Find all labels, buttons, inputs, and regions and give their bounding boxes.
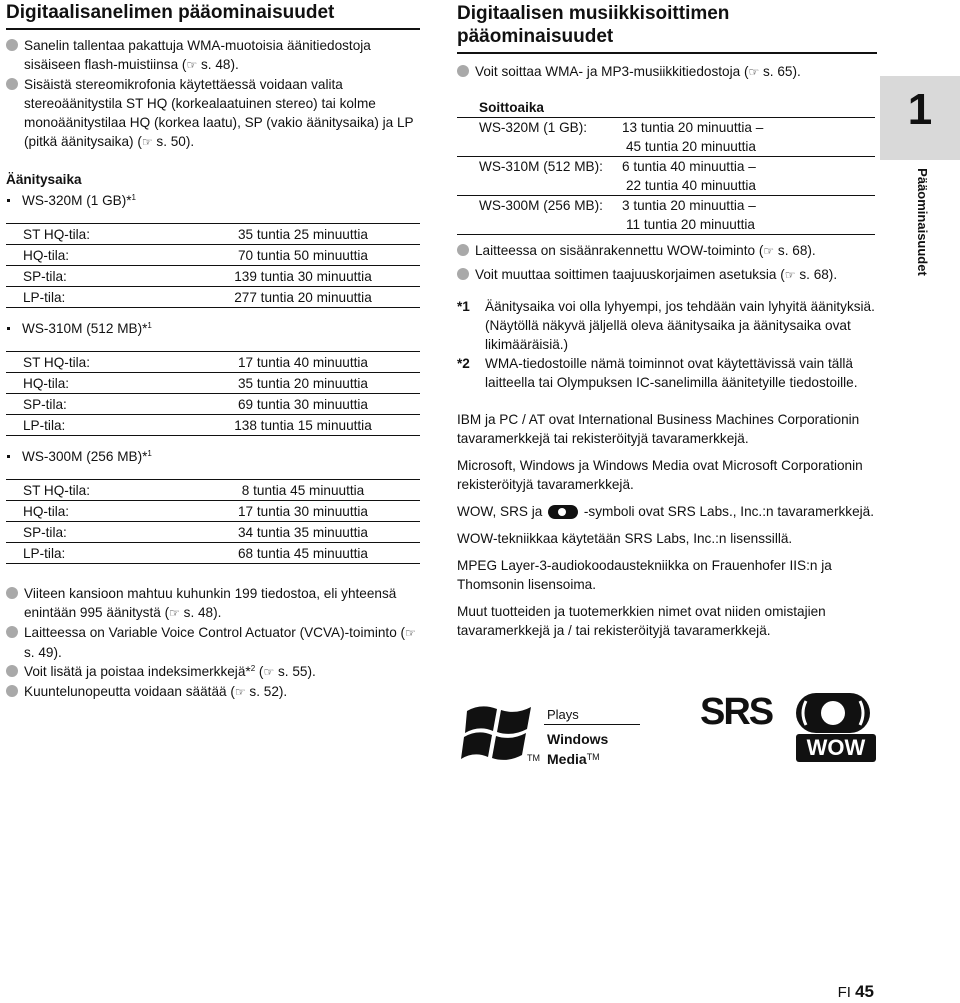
table-row: SP-tila: 139 tuntia 30 minuuttia: [6, 266, 420, 287]
bullet-music: Voit soittaa WMA- ja MP3-musiikkitiedostoja (☞ s. 65).: [457, 62, 877, 82]
left-title: Digitaalisanelimen pääominaisuudet: [6, 0, 420, 30]
model-ws320m: WS-320M (1 GB)*$^1$: [6, 191, 420, 210]
table-row: SP-tila: 34 tuntia 35 minuuttia: [6, 522, 420, 543]
right-column: [457, 0, 877, 640]
footnote-2: *2 WMA-tiedostoille nämä toiminnot ovat käytettävissä vain tällä laitteella tai Olympuksen IC-sanelimilla äänitetyille tiedostoille.: [457, 356, 858, 390]
table-row: HQ-tila: 35 tuntia 20 minuuttia: [6, 373, 420, 394]
hand-pointer-icon: ☞: [784, 268, 796, 282]
srs-wow-logo: [698, 690, 878, 764]
trademark-srs: WOW, SRS ja -symboli ovat SRS Labs., Inc.:n tavaramerkkejä.: [457, 504, 875, 519]
square-bullet-icon: [7, 199, 10, 202]
bullet-index: Voit lisätä ja poistaa indeksimerkkejä*$^2$ (☞ s. 55).: [6, 662, 420, 682]
bullet-dot-icon: [6, 587, 18, 599]
play-time-table: [457, 118, 877, 235]
square-bullet-icon: [7, 327, 10, 330]
hand-pointer-icon: ☞: [748, 65, 760, 79]
table-row: LP-tila: 68 tuntia 45 minuuttia: [6, 543, 420, 564]
hand-pointer-icon: ☞: [763, 244, 775, 258]
bullet-folders: Viiteen kansioon mahtuu kuhunkin 199 tiedostoa, eli yhteensä enintään 995 äänitystä (☞ s. 48).: [6, 584, 420, 623]
footer-lang: FI: [837, 984, 851, 1001]
trademark-wow-license: WOW-tekniikkaa käytetään SRS Labs, Inc.:n lisenssillä.: [457, 531, 793, 546]
hand-pointer-icon: ☞: [405, 626, 416, 640]
play-time-title: Soittoaika: [457, 98, 875, 118]
hand-pointer-icon: ☞: [234, 685, 246, 699]
table-row: WS-320M (1 GB): 13 tuntia 20 minuuttia – 45 tuntia 20 minuuttia: [457, 118, 875, 157]
bullet-dot-icon: [6, 39, 18, 51]
trademark-mpeg: MPEG Layer-3-audiokoodaustekniikka on Frauenhofer IIS:n ja Thomsonin lisensoima.: [457, 558, 832, 592]
bullet-dot-icon: [6, 685, 18, 697]
srs-circle-icon: [796, 693, 870, 735]
bullet-dot-icon: [457, 65, 469, 77]
table-row: ST HQ-tila: 17 tuntia 40 minuuttia: [6, 352, 420, 373]
bullet-vcva: Laitteessa on Variable Voice Control Actuator (VCVA)-toiminto (☞ s. 49).: [6, 623, 420, 662]
model-ws300m: WS-300M (256 MB)*$^1$: [6, 447, 420, 466]
table-row: HQ-tila: 17 tuntia 30 minuuttia: [6, 501, 420, 522]
bullet-dot-icon: [6, 665, 18, 677]
bullet-dot-icon: [6, 78, 18, 90]
page-footer: [838, 983, 874, 1002]
table-row: SP-tila: 69 tuntia 30 minuuttia: [6, 394, 420, 415]
chapter-label: Pääominaisuudet: [915, 168, 930, 276]
chapter-number: 1: [907, 85, 933, 134]
trademark-microsoft: Microsoft, Windows ja Windows Media ovat Microsoft Corporationin rekisteröityjä tavaramerkkejä.: [457, 458, 863, 492]
table-row: ST HQ-tila: 35 tuntia 25 minuuttia: [6, 224, 420, 245]
srs-symbol-icon: [548, 505, 578, 519]
table-row: HQ-tila: 70 tuntia 50 minuuttia: [6, 245, 420, 266]
trademark-ibm: IBM ja PC / AT ovat International Business Machines Corporationin tavaramerkkejä tai rekisteröityjä tavaramerkkejä.: [457, 412, 860, 446]
bullet-wow: Laitteessa on sisäänrakennettu WOW-toiminto (☞ s. 68).: [457, 241, 877, 261]
footnote-1: *1 Äänitysaika voi olla lyhyempi, jos tehdään vain lyhyitä äänityksiä. (Näytöllä näkyvä jäljellä oleva äänitysaika ja äänitysaika ovat likimääräisiä.): [457, 299, 875, 352]
logo-wow-text: WOW: [806, 735, 866, 760]
bullet-dot-icon: [457, 244, 469, 256]
bullet-speed: Kuuntelunopeutta voidaan säätää (☞ s. 52).: [6, 682, 420, 702]
hand-pointer-icon: ☞: [169, 606, 180, 620]
logo-windows-label: Windows: [547, 731, 609, 747]
table-row: WS-300M (256 MB): 3 tuntia 20 minuuttia – 11 tuntia 20 minuuttia: [457, 196, 875, 235]
rec-time-title: Äänitysaika: [6, 172, 82, 187]
table-row: LP-tila: 138 tuntia 15 minuuttia: [6, 415, 420, 436]
bullet-stereo: Sisäistä stereomikrofonia käytettäessä voidaan valita stereoäänitystila ST HQ (korkealaatuinen stereo) tai kolme monoäänitystilaa HQ (korkea laatu), SP (vakio äänitysaika) ja LP (pitkä äänitysaika) (☞ s. 50).: [6, 75, 420, 152]
bullet-wma: Sanelin tallentaa pakattuja WMA-muotoisia äänitiedostoja sisäiseen flash-muistiinsa (☞ s. 48).: [6, 36, 420, 75]
hand-pointer-icon: ☞: [186, 58, 198, 72]
hand-pointer-icon: ☞: [263, 665, 275, 679]
tm-mark: TM: [527, 753, 540, 763]
trademark-others: Muut tuotteiden ja tuotemerkkien nimet ovat niiden omistajien tavaramerkkejä ja / tai rekisteröityjä tavaramerkkejä.: [457, 604, 826, 638]
table-row: LP-tila: 277 tuntia 20 minuuttia: [6, 287, 420, 308]
page-number: 45: [855, 982, 874, 1001]
logo-media-label: Media™: [547, 751, 600, 767]
table-row: ST HQ-tila: 8 tuntia 45 minuuttia: [6, 480, 420, 501]
plays-windows-media-logo: [461, 693, 641, 771]
square-bullet-icon: [7, 455, 10, 458]
right-title: Digitaalisen musiikkisoittimen pääominaisuudet: [457, 0, 877, 54]
logo-srs-text: SRS: [700, 691, 773, 733]
left-column: [6, 0, 420, 702]
bullet-dot-icon: [6, 626, 18, 638]
model-ws310m: WS-310M (512 MB)*$^1$: [6, 319, 420, 338]
bullet-eq: Voit muuttaa soittimen taajuuskorjaimen asetuksia (☞ s. 68).: [457, 265, 877, 285]
logo-plays-label: Plays: [547, 707, 579, 722]
hand-pointer-icon: ☞: [141, 135, 153, 149]
table-row: WS-310M (512 MB): 6 tuntia 40 minuuttia – 22 tuntia 40 minuuttia: [457, 157, 875, 196]
bullet-dot-icon: [457, 268, 469, 280]
